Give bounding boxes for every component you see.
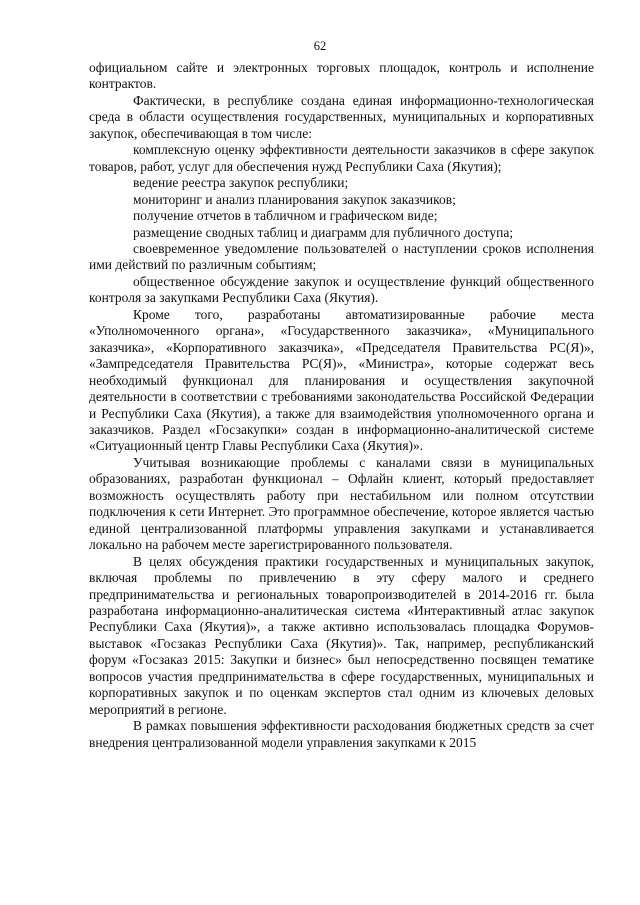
- list-item-registry: ведение реестра закупок республики;: [133, 175, 349, 191]
- paragraph-forums: В целях обсуждения практики государственных и муниципальных закупок, включая проблемы по привлечению в эту сферу малого и среднего предпринимательства и региональных товаропроизводителей в 2014-2016 гг. была разработана информационно-аналитическая система «Интерактивный атлас закупок Республики Саха (Якутия)», а также активно использовалась площадка Форумов-выставок «Госзаказ Республики Саха (Якутия)». Так, например, республиканский форум «Госзаказ 2015: Закупки и бизнес» был непосредственно посвящен тематике вопросов участия предпринимательства в сфере государственных, муниципальных и корпоративных закупок и по оценкам экспертов стал одним из ключевых деловых мероприятий в регионе.: [89, 553, 594, 717]
- list-item-reports: получение отчетов в табличном и графическом виде;: [133, 208, 438, 224]
- list-item-efficiency-assessment: комплексную оценку эффективности деятельности заказчиков в сфере закупок товаров, работ, услуг для обеспечения нужд Республики Саха (Якутия);: [89, 142, 594, 174]
- paragraph-unified-environment: Фактически, в республике создана единая информационно-технологическая среда в области осуществления государственных, муниципальных и корпоративных закупок, обеспечивающая в том числе:: [89, 92, 594, 141]
- paragraph-offline-client: Учитывая возникающие проблемы с каналами связи в муниципальных образованиях, разработан функционал – Офлайн клиент, который предоставляет возможность осуществлять работу при нестабильном или полном отсутствии подключения к сети Интернет. Это программное обеспечение, которое является частью единой централизованной платформы управления закупками и устанавливается локально на рабочем месте зарегистрированного пользователя.: [89, 454, 594, 553]
- list-item-notifications: своевременное уведомление пользователей о наступлении сроков исполнения ими действий по различным событиям;: [89, 240, 594, 273]
- list-item-public-discussion: общественное обсуждение закупок и осуществление функций общественного контроля за закупками Республики Саха (Якутия).: [89, 273, 594, 306]
- list-item-public-tables: размещение сводных таблиц и диаграмм для публичного доступа;: [133, 224, 514, 240]
- document-body: [89, 60, 594, 751]
- list-item-monitoring: мониторинг и анализ планирования закупок заказчиков;: [133, 191, 456, 207]
- page-number: 62: [313, 39, 327, 53]
- paragraph-centralized-model: В рамках повышения эффективности расходования бюджетных средств за счет внедрения централизованной модели управления закупками к 2015: [89, 718, 594, 750]
- paragraph-workstations: Кроме того, разработаны автоматизированные рабочие места «Уполномоченного органа», «Государственного заказчика», «Муниципального заказчика», «Корпоративного заказчика», «Председателя Правительства РС(Я)», «Зампредседателя Правительства РС(Я)», «Министра», которые содержат весь необходимый функционал для планирования и осуществления закупочной деятельности в соответствии с требованиями законодательства Российской Федерации и Республики Саха (Якутия), а также для взаимодействия уполномоченного органа и заказчиков. Раздел «Госзакупки» создан в информационно-аналитической системе «Ситуационный центр Главы Республики Саха (Якутия)».: [89, 306, 594, 454]
- paragraph-continuation: официальном сайте и электронных торговых площадок, контроль и исполнение контрактов.: [89, 60, 594, 92]
